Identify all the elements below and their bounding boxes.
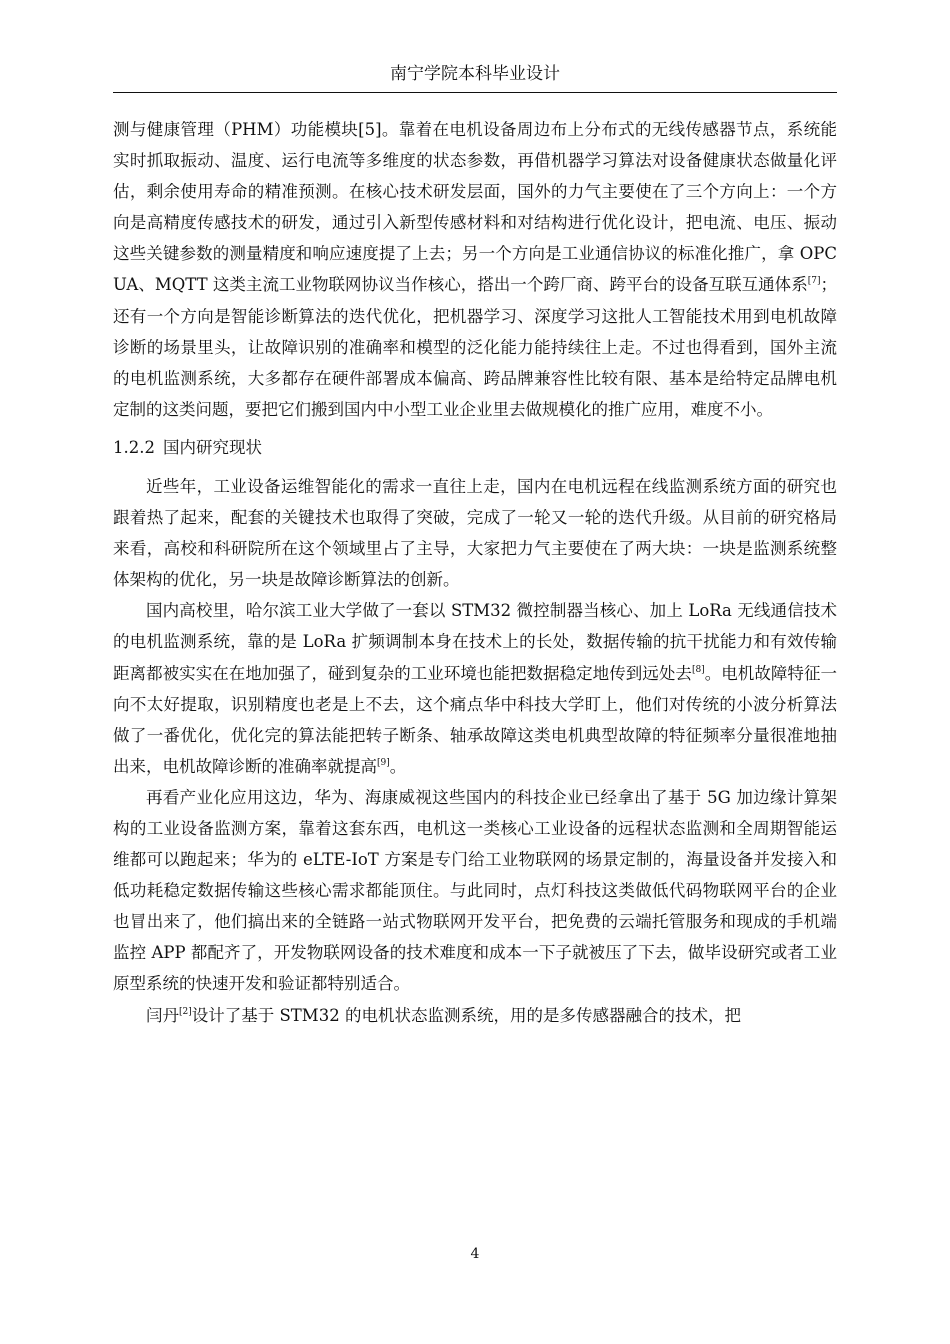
page-number: 4 — [470, 1246, 480, 1262]
section-heading — [113, 425, 837, 471]
paragraph-phm-text-1: 测与健康管理（PHM）功能模块[5]。靠着在电机设备周边布上分布式的无线传感器节点，系统能实时抓取振动、温度、运行电流等多维度的状态参数，再借机器学习算法对设备健康状态做量化评估，剩余使用寿命的精准预测。在核心技术研发层面，国外的力气主要使在了三个方向上：一个方向是高精度传感技术的研发，通过引入新型传感材料和对结构进行优化设计，把电流、电压、振动这些关键参数的测量精度和响应速度提了上去；另一个方向是工业通信协议的标准化推广，拿 OPC UA、MQTT 这类主流工业物联网协议当作核心，搭出一个跨厂商、跨平台的设备互联互通体系 — [113, 120, 837, 295]
citation-8: [8] — [691, 664, 705, 675]
paragraph-universities — [113, 595, 837, 782]
paragraph-yan-dan — [113, 1000, 837, 1031]
paragraph-phm — [113, 114, 837, 425]
section-number: 1.2.2 — [113, 438, 155, 458]
paragraph-domestic-overview: 近些年，工业设备运维智能化的需求一直往上走，国内在电机远程在线监测系统方面的研究也跟着热了起来，配套的关键技术也取得了突破，完成了一轮又一轮的迭代升级。从目前的研究格局来看，高校和科研院所在这个领域里占了主导，大家把力气主要使在了两大块：一块是监测系统整体架构的优化，另一块是故障诊断算法的创新。 — [113, 476, 837, 590]
header-rule — [113, 92, 837, 93]
paragraph-universities-text-2: 。电机故障特征一向不太好提取，识别精度也老是上不去，这个痛点华中科技大学盯上，他们对传统的小波分析算法做了一番优化，优化完的算法能把转子断条、轴承故障这类电机典型故障的特征频率分量很准地抽出来，电机故障诊断的准确率就提高 — [113, 663, 838, 776]
document-body — [113, 114, 837, 1031]
citation-2: [2] — [179, 1006, 192, 1017]
citation-9: [9] — [377, 757, 390, 768]
citation-7: [7] — [807, 276, 821, 287]
paragraph-yan-dan-text-2: 设计了基于 STM32 的电机状态监测系统，用的是多传感器融合的技术，把 — [191, 1005, 741, 1025]
page-header-title: 南宁学院本科毕业设计 — [390, 64, 560, 84]
paragraph-universities-text-3: 。 — [389, 756, 407, 776]
paragraph-yan-dan-text-1: 闫丹 — [146, 1005, 179, 1025]
paragraph-universities-text-1: 国内高校里，哈尔滨工业大学做了一套以 STM32 微控制器当核心、加上 LoRa 无线通信技术的电机监测系统，靠的是 LoRa 扩频调制本身在技术上的长处，数据传输的抗干扰能力和有效传输距离都被实实在在地加强了，碰到复杂的工业环境也能把数据稳定地传到远处去 — [113, 601, 837, 683]
section-title: 国内研究现状 — [162, 438, 262, 458]
paragraph-industry: 再看产业化应用这边，华为、海康威视这些国内的科技企业已经拿出了基于 5G 加边缘计算架构的工业设备监测方案，靠着这套东西，电机这一类核心工业设备的远程状态监测和全周期智能运维都可以跑起来；华为的 eLTE-IoT 方案是专门给工业物联网的场景定制的，海量设备并发接入和低功耗稳定数据传输这些核心需求都能顶住。与此同时，点灯科技这类做低代码物联网平台的企业也冒出来了，他们搞出来的全链路一站式物联网开发平台，把免费的云端托管服务和现成的手机端监控 APP 都配齐了，开发物联网设备的技术难度和成本一下子就被压了下去，做毕设研究或者工业原型系统的快速开发和验证都特别适合。 — [113, 787, 837, 994]
paragraph-phm-text-2: ；还有一个方向是智能诊断算法的迭代优化，把机器学习、深度学习这批人工智能技术用到电机故障诊断的场景里头，让故障识别的准确率和模型的泛化能力能持续往上走。不过也得看到，国外主流的电机监测系统，大多都存在硬件部署成本偏高、跨品牌兼容性比较有限、基本是给特定品牌电机定制的这类问题，要把它们搬到国内中小型工业企业里去做规模化的推广应用，难度不小。 — [113, 275, 837, 419]
